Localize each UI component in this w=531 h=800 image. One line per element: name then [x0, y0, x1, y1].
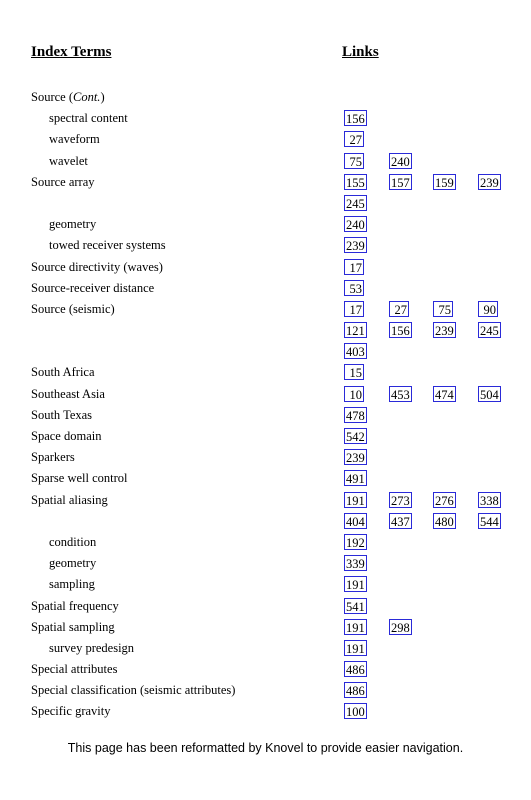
index-subterm: spectral content — [49, 111, 128, 126]
page-link[interactable]: 239 — [480, 175, 499, 190]
page-link[interactable]: 155 — [346, 175, 365, 190]
page-link[interactable]: 121 — [346, 324, 365, 339]
index-term: Source directivity (waves) — [31, 259, 163, 274]
page-link[interactable]: 15 — [344, 364, 364, 380]
index-row — [0, 554, 531, 575]
index-row — [0, 194, 531, 215]
page-link[interactable]: 245 — [346, 196, 365, 211]
index-term: Source-receiver distance — [31, 280, 155, 295]
index-subterm: condition — [49, 534, 97, 549]
index-term: Source (Cont.) — [31, 90, 105, 104]
index-term: South Africa — [31, 365, 95, 380]
page-link[interactable]: 75 — [344, 153, 364, 169]
index-row — [0, 258, 531, 279]
index-term: Special classification (seismic attributes) — [31, 683, 236, 698]
page-link[interactable]: 17 — [344, 301, 364, 317]
index-row — [0, 279, 531, 300]
page-link[interactable]: 156 — [346, 112, 365, 127]
page-link[interactable]: 240 — [391, 154, 410, 169]
page-link[interactable]: 191 — [346, 493, 365, 508]
index-row — [0, 681, 531, 702]
index-terms-heading: Index Terms — [31, 44, 112, 60]
index-row — [0, 109, 531, 130]
page-link[interactable]: 27 — [344, 131, 364, 147]
page-link[interactable]: 486 — [346, 663, 365, 678]
page-link[interactable]: 486 — [346, 684, 365, 699]
page-link[interactable]: 491 — [346, 472, 365, 487]
index-row — [0, 300, 531, 321]
page-link[interactable]: 191 — [346, 578, 365, 593]
index-row — [0, 406, 531, 427]
index-row — [0, 152, 531, 173]
index-row — [0, 618, 531, 639]
index-term: Southeast Asia — [31, 386, 105, 401]
index-subterm: waveform — [49, 132, 100, 147]
page-link[interactable]: 504 — [480, 387, 499, 402]
page-link[interactable]: 404 — [346, 514, 365, 529]
index-row — [0, 427, 531, 448]
page-link[interactable]: 239 — [346, 239, 365, 254]
page-link[interactable]: 437 — [391, 514, 410, 529]
page-link[interactable]: 191 — [346, 620, 365, 635]
page-link[interactable]: 273 — [391, 493, 410, 508]
page-link[interactable]: 17 — [344, 259, 364, 275]
page-link[interactable]: 474 — [435, 387, 454, 402]
index-row — [0, 321, 531, 342]
page-link[interactable]: 480 — [435, 514, 454, 529]
index-term: Sparkers — [31, 450, 75, 465]
index-row — [0, 491, 531, 512]
page-link[interactable]: 403 — [346, 345, 365, 360]
index-row — [0, 512, 531, 533]
page-link[interactable]: 157 — [391, 175, 410, 190]
page-link[interactable]: 90 — [478, 301, 498, 317]
page-link[interactable]: 339 — [346, 557, 365, 572]
page-link[interactable]: 27 — [389, 301, 409, 317]
page-link[interactable]: 75 — [433, 301, 453, 317]
page-link[interactable]: 245 — [480, 324, 499, 339]
index-term: Source (seismic) — [31, 301, 115, 316]
index-term: Spatial aliasing — [31, 492, 108, 507]
index-row — [0, 215, 531, 236]
index-row — [0, 88, 531, 109]
page-link[interactable]: 53 — [344, 280, 364, 296]
index-subterm: survey predesign — [49, 640, 135, 655]
page-link[interactable]: 239 — [435, 324, 454, 339]
page-link[interactable]: 478 — [346, 408, 365, 423]
index-term: Space domain — [31, 429, 102, 443]
index-subterm: towed receiver systems — [49, 238, 166, 253]
index-term: Spatial sampling — [31, 619, 115, 634]
footer-note: This page has been reformatted by Knovel to provide easier navigation. — [67, 741, 464, 755]
page-link[interactable]: 156 — [391, 324, 410, 339]
index-subterm: sampling — [49, 577, 95, 592]
index-subterm: geometry — [49, 217, 97, 232]
page-link[interactable]: 10 — [344, 386, 364, 402]
index-row — [0, 702, 531, 723]
index-subterm: geometry — [49, 556, 97, 571]
links-heading: Links — [342, 44, 379, 60]
index-row — [0, 385, 531, 406]
page-link[interactable]: 298 — [391, 620, 410, 635]
page-link[interactable]: 338 — [480, 493, 499, 508]
page-link[interactable]: 239 — [346, 451, 365, 466]
index-row — [0, 575, 531, 596]
index-row — [0, 236, 531, 257]
index-term: Special attributes — [31, 662, 118, 677]
index-row — [0, 660, 531, 681]
index-term: Source array — [31, 174, 95, 189]
index-term: Spatial frequency — [31, 598, 119, 613]
page-link[interactable]: 100 — [346, 705, 365, 720]
index-term: Specific gravity — [31, 704, 111, 719]
index-subterm: wavelet — [49, 153, 88, 168]
index-row — [0, 533, 531, 554]
index-list — [0, 88, 531, 724]
index-row — [0, 173, 531, 194]
index-row — [0, 363, 531, 384]
page-link[interactable]: 453 — [391, 387, 410, 402]
index-row — [0, 597, 531, 618]
page-link[interactable]: 159 — [435, 175, 454, 190]
index-row — [0, 342, 531, 363]
index-term: Sparse well control — [31, 471, 128, 486]
page-link[interactable]: 240 — [346, 218, 365, 233]
index-row — [0, 639, 531, 660]
index-row — [0, 448, 531, 469]
page-link[interactable]: 192 — [346, 535, 365, 550]
page-link[interactable]: 191 — [346, 641, 365, 656]
page-link[interactable]: 542 — [346, 430, 365, 444]
index-term: South Texas — [31, 407, 93, 422]
page-link[interactable]: 541 — [346, 599, 365, 614]
index-row — [0, 469, 531, 490]
index-row — [0, 130, 531, 151]
page-link[interactable]: 544 — [480, 514, 499, 529]
page-link[interactable]: 276 — [435, 493, 454, 508]
